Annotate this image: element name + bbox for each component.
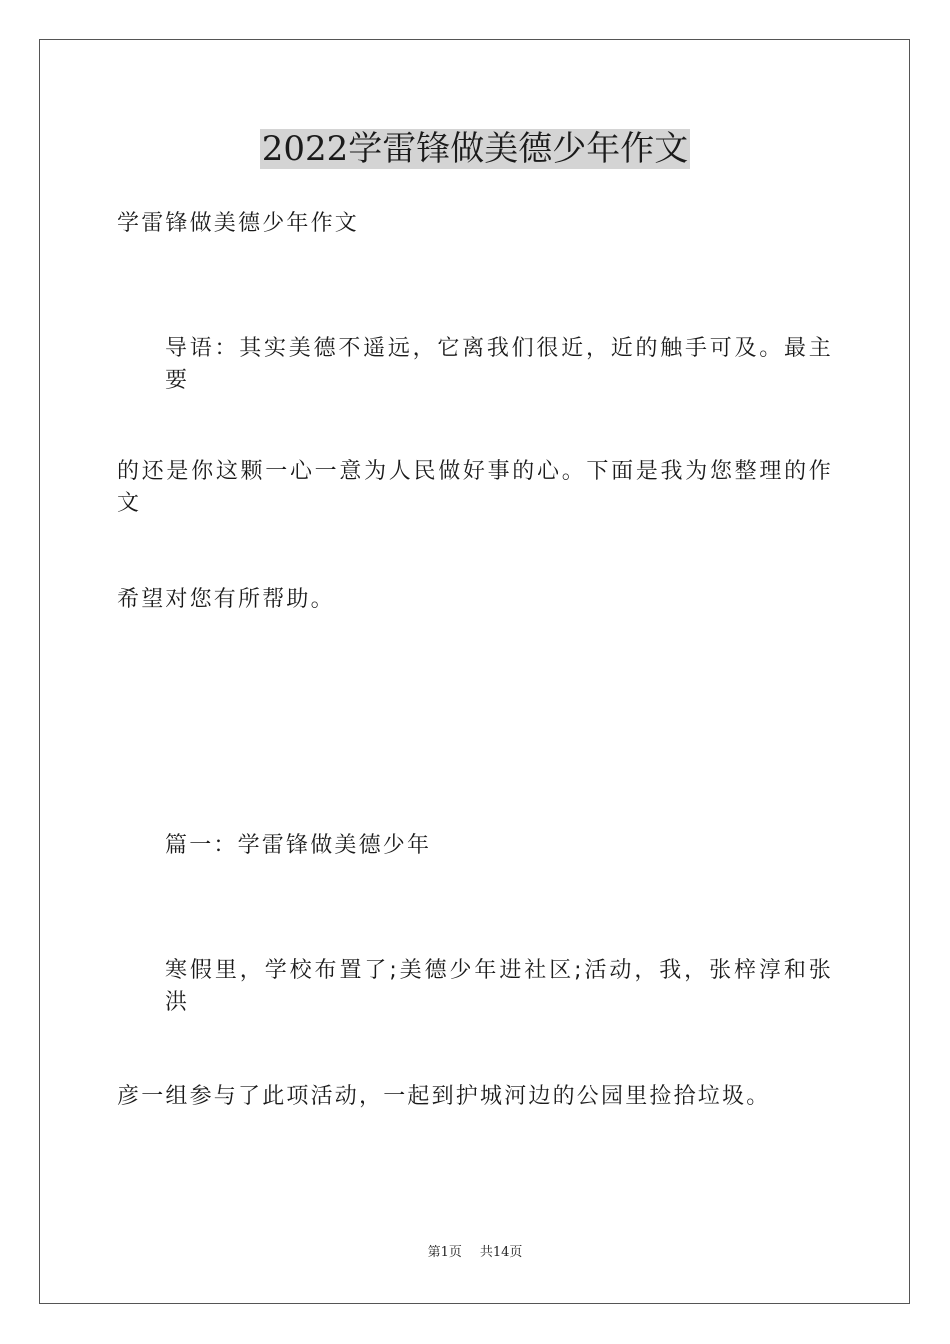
document-subtitle: 学雷锋做美德少年作文 [117, 211, 360, 236]
page-number: 第1页 [427, 1245, 462, 1260]
section-heading: 篇一：学雷锋做美德少年 [165, 833, 432, 858]
page-footer [0, 1244, 950, 1262]
body-line-1: 寒假里，学校布置了;美德少年进社区;活动，我，张梓淳和张洪 [165, 958, 833, 1015]
intro-line-1: 导语：其实美德不遥远，它离我们很近，近的触手可及。最主要 [165, 336, 833, 393]
intro-line-2: 的还是你这颗一心一意为人民做好事的心。下面是我为您整理的作文 [117, 459, 833, 516]
intro-line-3: 希望对您有所帮助。 [117, 587, 335, 612]
body-line-2: 彦一组参与了此项活动，一起到护城河边的公园里捡拾垃圾。 [117, 1084, 771, 1109]
document-title-text: 2022学雷锋做美德少年作文 [261, 129, 689, 169]
document-title [0, 124, 950, 174]
page-total: 共14页 [479, 1245, 523, 1260]
